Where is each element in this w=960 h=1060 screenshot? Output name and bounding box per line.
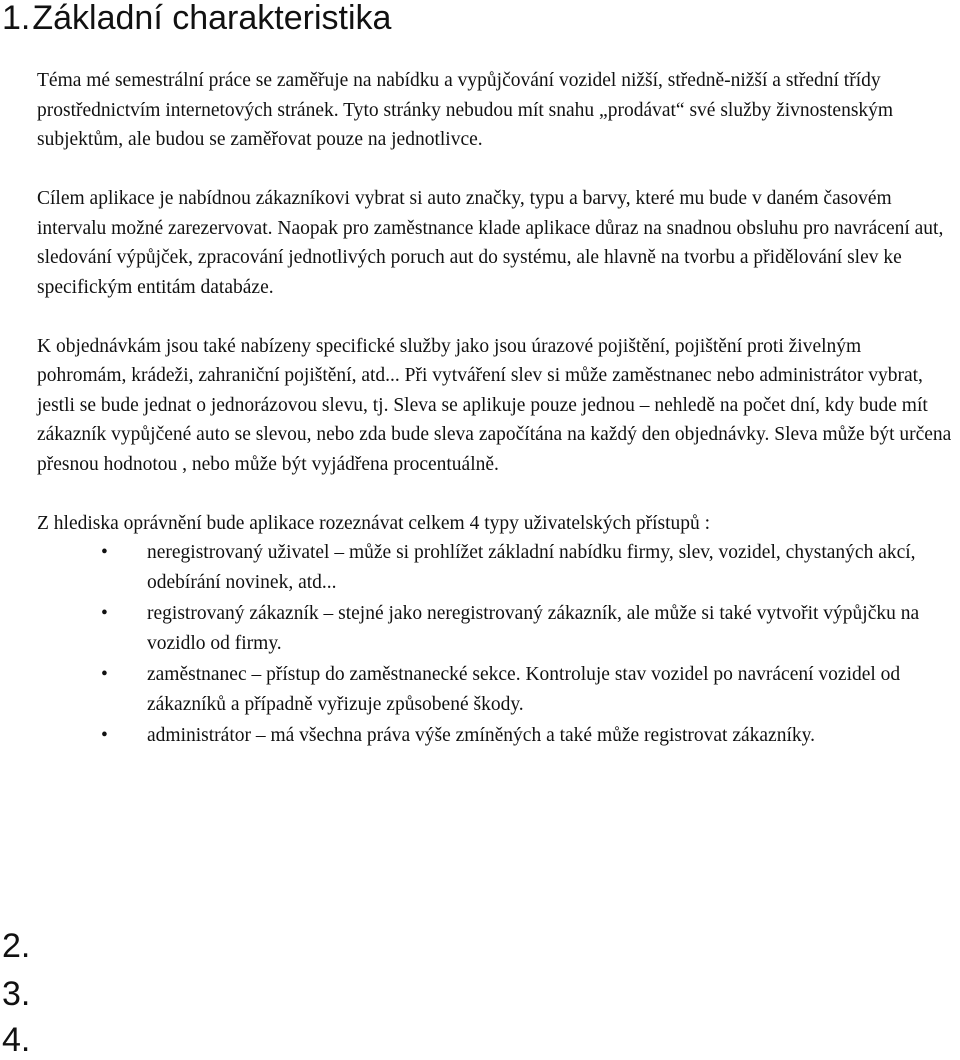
section-title: Základní charakteristika	[32, 0, 392, 37]
bullet-icon: •	[101, 542, 108, 563]
access-intro: Z hlediska oprávnění bude aplikace rozeznávat celkem 4 typy uživatelských přístupů :	[37, 512, 711, 534]
section-number-2: 2.	[2, 927, 31, 965]
bullet-icon: •	[101, 603, 108, 624]
bullet-icon: •	[101, 725, 108, 746]
access-types-list	[37, 538, 955, 751]
list-item	[37, 538, 955, 597]
bullet-icon: •	[101, 664, 108, 685]
list-item-text: registrovaný zákazník – stejné jako neregistrovaný zákazník, ale může si také vytvořit výpůjčku na vozidlo od firmy.	[147, 603, 920, 654]
goal-paragraph: Cílem aplikace je nabídnou zákazníkovi vybrat si auto značky, typu a barvy, které mu bude v daném časovém intervalu možné zarezervovat. Naopak pro zaměstnance klade aplikace důraz na snadnou obsluhu pro navrácení aut, sledování výpůjček, zpracování jednotlivých poruch aut do systému, ale hlavně na tvorbu a přidělování slev ke specifickým entitám databáze.	[37, 188, 944, 298]
document-body	[37, 66, 955, 751]
services-paragraph: K objednávkám jsou také nabízeny specifické služby jako jsou úrazové pojištění, pojištění proti živelným pohromám, krádeži, zahraniční pojištění, atd... Při vytváření slev si může zaměstnanec nebo administrátor vybrat, jestli se bude jednat o jednorázovou slevu, tj. Sleva se aplikuje pouze jednou – nehledě na počet dní, kdy bude mít zákazník vypůjčené auto se slevou, nebo zda bude sleva započítána na každý den objednávky. Sleva může být určena přesnou hodnotou , nebo může být vyjádřena procentuálně.	[37, 335, 952, 475]
list-item	[37, 660, 955, 719]
section-heading	[2, 0, 391, 38]
section-number: 1.	[2, 0, 31, 37]
section-number-3: 3.	[2, 975, 31, 1013]
section-number-4: 4.	[2, 1021, 31, 1059]
list-item-text: administrátor – má všechna práva výše zmíněných a také může registrovat zákazníky.	[147, 725, 815, 746]
list-item-text: zaměstnanec – přístup do zaměstnanecké sekce. Kontroluje stav vozidel po navrácení vozidel od zákazníků a případně vyřizuje způsobené škody.	[147, 664, 901, 715]
list-item-text: neregistrovaný uživatel – může si prohlížet základní nabídku firmy, slev, vozidel, chystaných akcí, odebírání novinek, atd...	[147, 542, 916, 593]
intro-paragraph: Téma mé semestrální práce se zaměřuje na nabídku a vypůjčování vozidel nižší, středně-nižší a střední třídy prostřednictvím internetových stránek. Tyto stránky nebudou mít snahu „prodávat“ své služby živnostenským subjektům, ale budou se zaměřovat pouze na jednotlivce.	[37, 70, 894, 150]
list-item	[37, 721, 955, 751]
list-item	[37, 599, 955, 658]
